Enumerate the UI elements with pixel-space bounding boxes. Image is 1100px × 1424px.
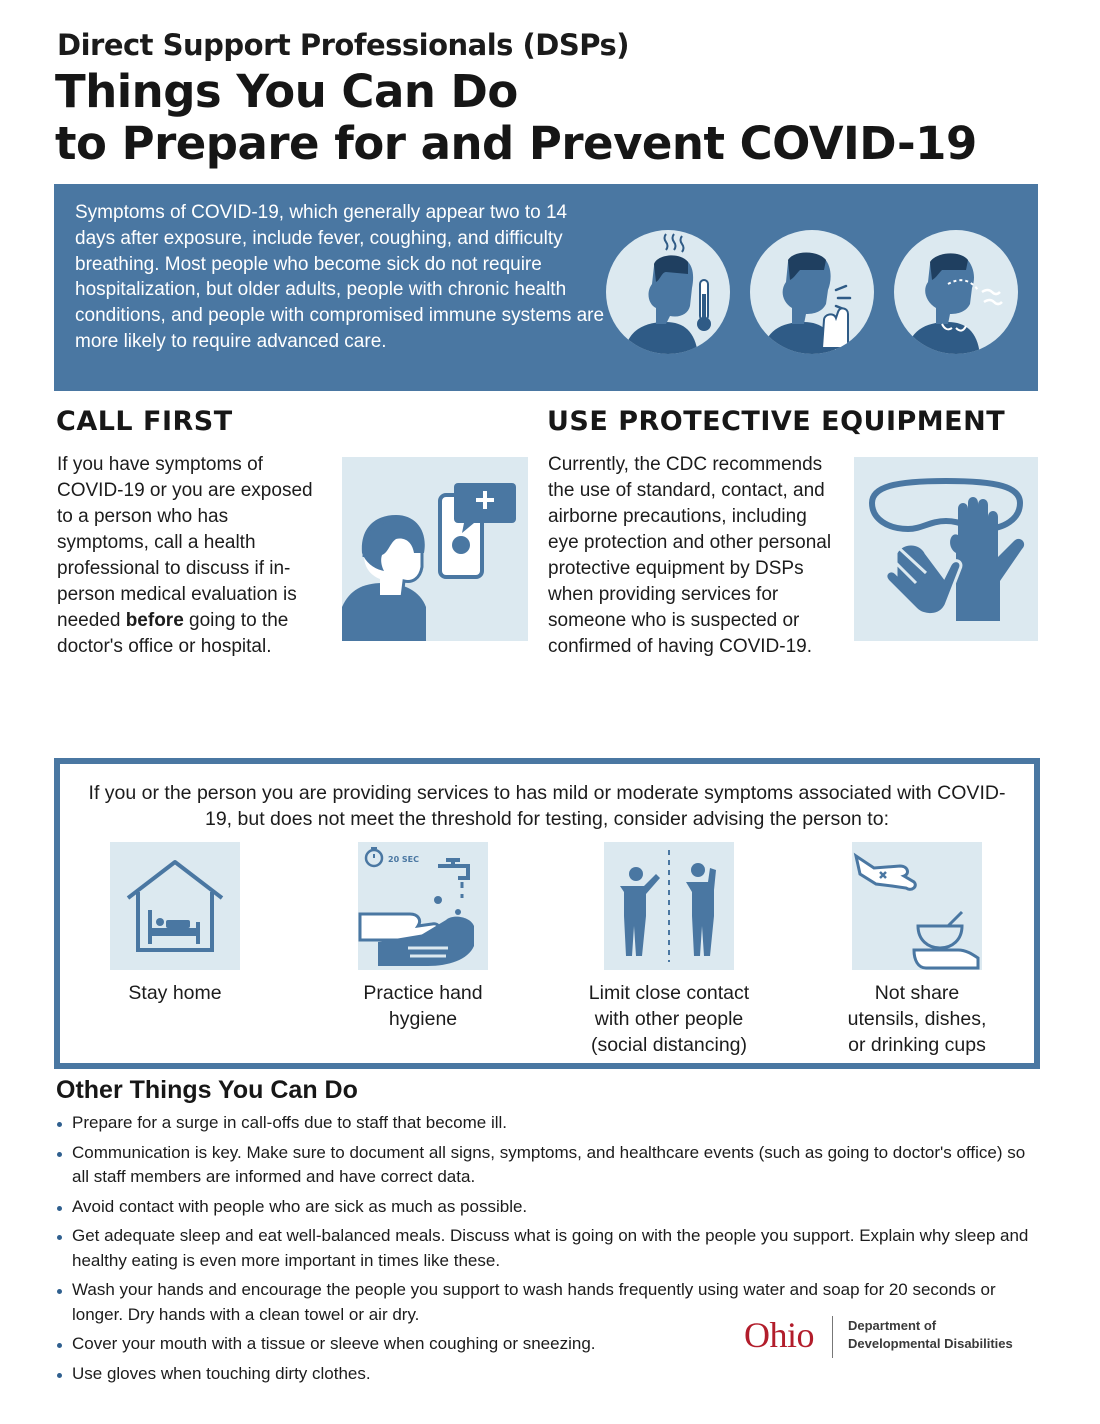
symptoms-banner <box>54 184 1038 391</box>
phone-call-icon <box>342 457 528 641</box>
list-item <box>56 1141 1046 1190</box>
tip-social-distancing-line3: (social distancing) <box>590 1034 748 1056</box>
bullet-dot <box>57 1206 62 1211</box>
tip-hand-hygiene-line2: hygiene <box>388 1008 458 1030</box>
advice-intro: If you or the person you are providing services to has mild or moderate symptoms associated with COVID-19, but does not meet the threshold for testing, consider advising the person to: <box>88 782 1006 830</box>
header-subtitle: Direct Support Professionals (DSPs) <box>57 28 630 62</box>
call-first-bold-word: before <box>125 610 184 631</box>
bullet-dot <box>57 1343 62 1348</box>
house-bed-icon <box>110 842 240 970</box>
department-name <box>848 1317 1068 1353</box>
list-item <box>56 1362 732 1387</box>
protective-text: Currently, the CDC recommends the use of standard, contact, and airborne precautions, including eye protection and other personal protective equipment by DSPs when providing services for someone who is suspected or confirmed of having COVID-19. <box>548 454 832 657</box>
tip-no-sharing-line1: Not share <box>874 982 960 1004</box>
call-first-text <box>57 452 325 660</box>
no-sharing-dishes-icon <box>852 842 982 970</box>
tip-stay-home-line1: Stay home <box>128 982 222 1004</box>
fever-icon <box>604 228 732 356</box>
bullet-dot <box>57 1235 62 1240</box>
bullet-text: Prepare for a surge in call-offs due to staff that become ill. <box>72 1113 507 1132</box>
tip-hand-hygiene-line1: Practice hand <box>363 982 483 1004</box>
call-first-heading: CALL FIRST <box>56 406 233 437</box>
goggles-gloves-icon <box>854 457 1038 641</box>
bullet-dot <box>57 1373 62 1378</box>
page-title <box>55 66 1055 170</box>
tip-no-sharing-line3: or drinking cups <box>848 1034 986 1056</box>
bullet-text: Cover your mouth with a tissue or sleeve when coughing or sneezing. <box>72 1334 596 1353</box>
protective-heading: USE PROTECTIVE EQUIPMENT <box>547 406 1006 437</box>
bullet-text: Communication is key. Make sure to document all signs, symptoms, and healthcare events (such as going to doctor's office) so all staff members are informed and have correct data. <box>72 1142 1026 1186</box>
department-line1: Department of <box>848 1318 937 1333</box>
other-things-heading: Other Things You Can Do <box>56 1076 358 1104</box>
tip-hand-hygiene <box>323 980 523 1032</box>
ohio-wordmark: Ohio <box>744 1315 814 1355</box>
symptoms-text: Symptoms of COVID-19, which generally appear two to 14 days after exposure, include fever, coughing, and difficulty breathing. Most people who become sick do not require hospitalization, but older adults, people with chronic health conditions, and people with compromised immune systems are more likely to require advanced care. <box>75 202 605 352</box>
list-item <box>56 1332 732 1357</box>
tip-stay-home <box>75 980 275 1006</box>
bullet-text: Use gloves when touching dirty clothes. <box>72 1363 371 1383</box>
bullet-dot <box>57 1152 62 1157</box>
bullet-dot <box>57 1122 62 1127</box>
social-distancing-icon <box>604 842 734 970</box>
title-line-2: to Prepare for and Prevent COVID-19 <box>55 117 977 170</box>
call-first-text-end: going to the doctor's office or hospital. <box>57 610 289 657</box>
cough-icon <box>748 228 876 356</box>
advice-box <box>54 758 1040 1069</box>
department-line2: Developmental Disabilities <box>848 1336 1013 1351</box>
list-item <box>56 1195 1046 1220</box>
bullet-text: Avoid contact with people who are sick as much as possible. <box>72 1196 528 1216</box>
tip-social-distancing <box>569 980 769 1058</box>
logo-divider <box>832 1316 833 1358</box>
tip-no-sharing <box>817 980 1017 1058</box>
bullet-dot <box>57 1289 62 1294</box>
bullet-text: Get adequate sleep and eat well-balanced meals. Discuss what is going on with the people you support. Explain why sleep and healthy eating is even more important in times like these. <box>72 1226 1029 1270</box>
title-line-1: Things You Can Do <box>55 65 518 118</box>
bullet-text: Wash your hands and encourage the people you support to wash hands frequently using water and soap for 20 seconds or longer. Dry hands with a clean towel or air dry. <box>72 1280 996 1324</box>
tip-social-distancing-line2: with other people <box>594 1008 744 1030</box>
list-item <box>56 1224 1046 1273</box>
timer-label: 20 SEC <box>388 855 420 864</box>
difficulty-breathing-icon <box>892 228 1020 356</box>
tip-social-distancing-line1: Limit close contact <box>588 982 750 1004</box>
tip-no-sharing-line2: utensils, dishes, <box>847 1008 987 1030</box>
call-first-text-start: If you have symptoms of COVID-19 or you are exposed to a person who has symptoms, call a health professional to discuss if in-person medical evaluation is needed <box>57 454 313 631</box>
hand-washing-icon <box>358 842 488 970</box>
list-item <box>56 1111 1046 1136</box>
